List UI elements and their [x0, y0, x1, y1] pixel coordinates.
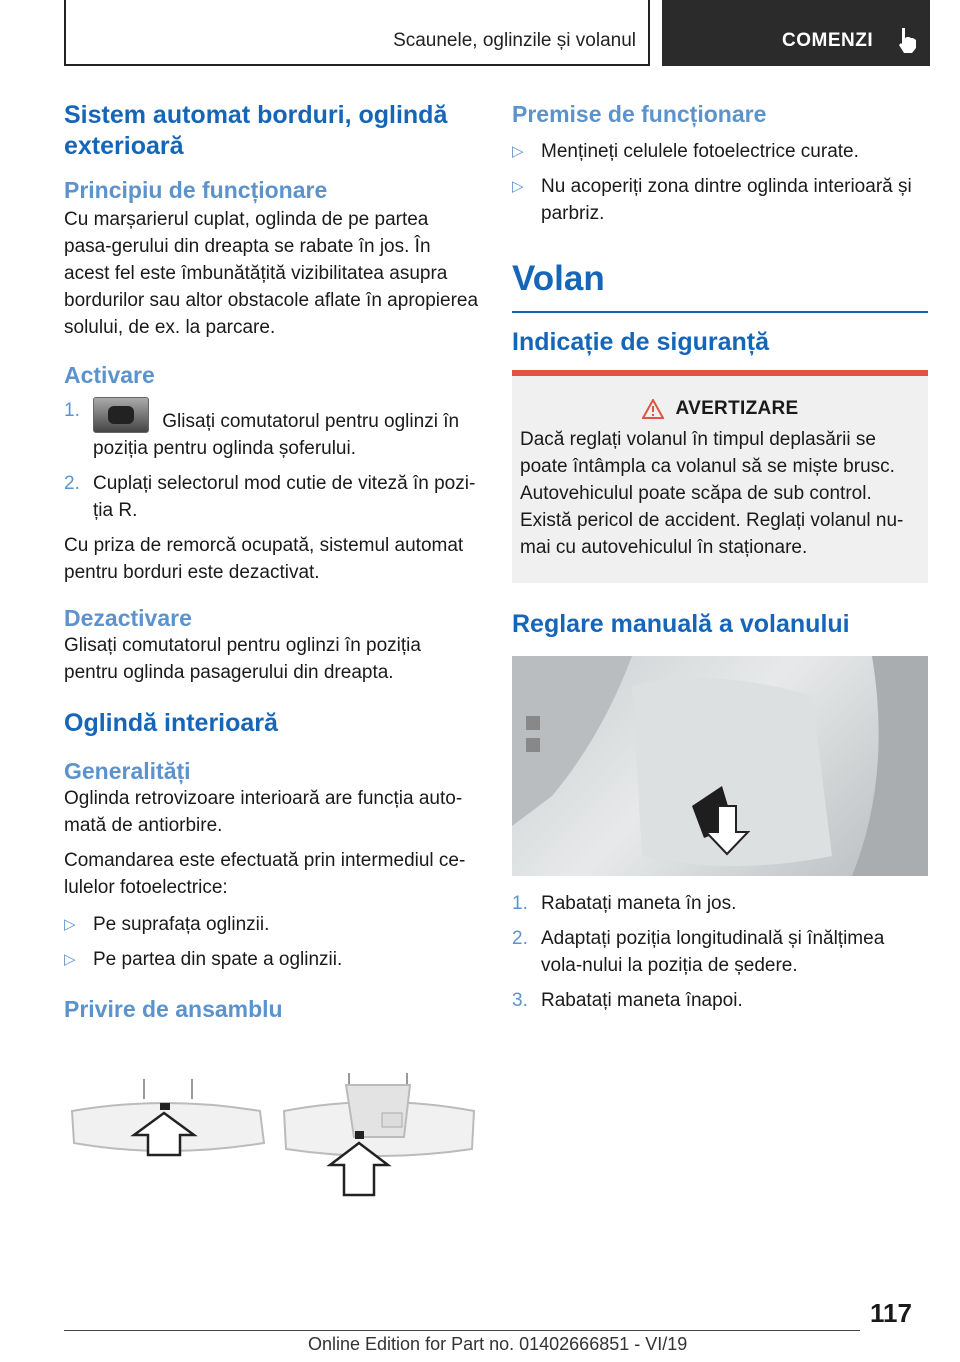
safety-heading: Indicație de siguranță [512, 328, 770, 356]
manual-adjust-heading: Reglare manuală a volanului [512, 610, 850, 638]
warning-text: Dacă reglați volanul în timpul deplasării se poate întâmpla ca volanul să se miște brusc. Autovehiculul poate scăpa de sub control. Există pericol de accident. Reglați volanul nu-mai cu autovehiculul în staționare. [520, 429, 904, 558]
list-item: 1. Glisați comutatorul pentru oglinzi în poziția pentru oglinda șoferului. [64, 397, 480, 462]
list-item: ▷ Nu acoperiți zona dintre oglinda interioară și parbriz. [512, 176, 912, 224]
mirror-switch-icon [93, 397, 149, 433]
lever-diagram [512, 656, 928, 876]
list-item: ▷ Pe suprafața oglinzii. [64, 914, 270, 935]
premises-bullets [512, 138, 928, 227]
activation-steps [64, 397, 480, 524]
principle-heading: Principiu de funcționare [64, 177, 328, 203]
warning-triangle-icon [642, 399, 664, 419]
warning-box [512, 370, 928, 583]
list-item: 2. Cuplați selectorul mod cutie de viteză în pozi-ția R. [64, 473, 476, 521]
list-item: 3. Rabatați maneta înapoi. [512, 990, 743, 1011]
principle-text: Cu marșarierul cuplat, oglinda de pe partea pasa-gerului din dreapta se rabate în jos. În acest fel este îmbunătățită vizibilitatea asupra bordurilor sau altor obstacole aflate în apropierea solului, de ex. la parcare. [64, 209, 479, 338]
overview-heading: Privire de ansamblu [64, 996, 283, 1022]
general-heading: Generalități [64, 758, 191, 784]
inner-mirror-title: Oglindă interioară [64, 709, 278, 737]
header-section-title: Scaunele, oglinzile și volanul [393, 30, 636, 51]
list-item: ▷ Mențineți celulele fotoelectrice curate. [512, 141, 859, 162]
list-item: 1. Rabatați maneta în jos. [512, 893, 737, 914]
general-bullets [64, 911, 480, 973]
title-rule [512, 311, 928, 313]
right-column [512, 100, 928, 1022]
manual-adjust-steps [512, 890, 928, 1014]
deactivation-heading: Dezactivare [64, 605, 192, 631]
footer-edition: Online Edition for Part no. 01402666851 - VI/19 [308, 1334, 688, 1354]
list-item: ▷ Pe partea din spate a oglinzii. [64, 949, 343, 970]
general-text-2: Comandarea este efectuată prin intermediul ce-lulelor fotoelectrice: [64, 850, 466, 898]
page-number: 117 [870, 1298, 912, 1328]
steering-wheel-title: Volan [512, 259, 605, 298]
activation-note: Cu priza de remorcă ocupată, sistemul automat pentru borduri este dezactivat. [64, 535, 464, 583]
header-chapter-box [662, 0, 930, 66]
steering-column-photo [512, 656, 928, 876]
premises-heading: Premise de funcționare [512, 101, 767, 127]
page-header [64, 0, 930, 66]
header-chapter-title: COMENZI [782, 30, 874, 51]
footer-rule [64, 1330, 860, 1331]
header-section-box [64, 0, 650, 66]
deactivation-text: Glisați comutatorul pentru oglinzi în poziția pentru oglinda pasagerului din dreapta. [64, 635, 421, 683]
left-column [64, 100, 480, 1236]
hand-pointer-icon [896, 26, 920, 54]
curb-system-title: Sistem automat borduri, oglindă exterioară [64, 101, 448, 160]
list-item: 2. Adaptați poziția longitudinală și înălțimea vola-nului la poziția de ședere. [512, 928, 885, 976]
warning-label: AVERTIZARE [675, 398, 799, 419]
general-text-1: Oglinda retrovizoare interioară are funcția auto-mată de antiorbire. [64, 788, 463, 836]
activation-heading: Activare [64, 362, 155, 388]
rearview-mirror-illustration [64, 1071, 480, 1231]
